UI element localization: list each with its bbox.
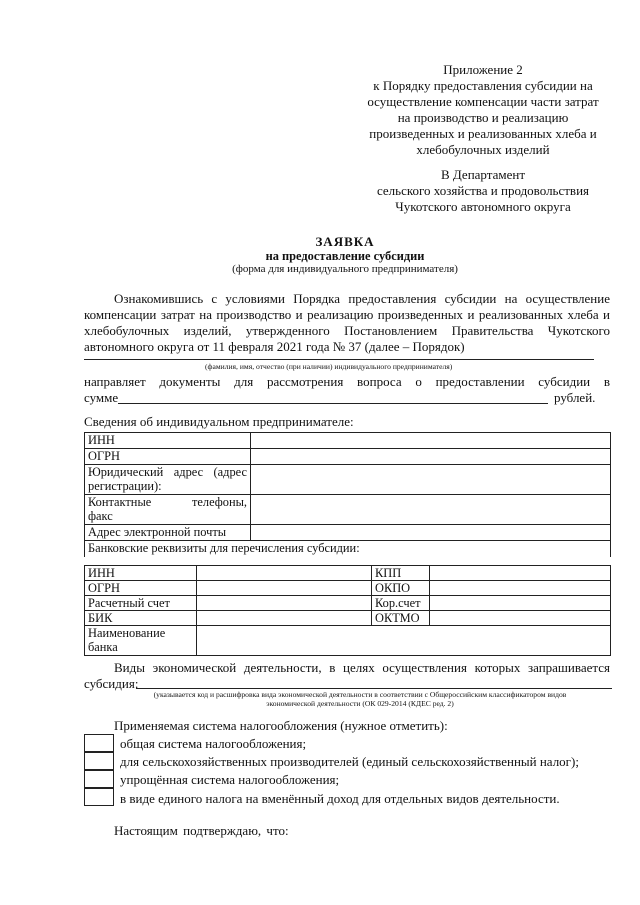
confirm-text: Настоящим подтверждаю, что: <box>114 823 289 838</box>
row-label-phones: Контактные телефоны, факс <box>85 495 251 525</box>
table-row <box>85 611 611 626</box>
inn-value-cell[interactable] <box>251 433 611 449</box>
appendix-line: к Порядку предоставления субсидии на <box>373 78 593 93</box>
tax-option-label: общая система налогообложения; <box>120 736 307 751</box>
bank-value-cell[interactable] <box>197 581 372 596</box>
intro-line: автономного округа от 11 февраля 2021 года № 37 (далее – Порядок) <box>84 339 465 354</box>
bank-label: ИНН <box>85 566 197 581</box>
table-row <box>85 495 611 525</box>
bank-value-cell[interactable] <box>430 596 611 611</box>
table-row <box>85 449 611 465</box>
activity-line: Виды экономической деятельности, в целях осуществления которых запрашивается <box>114 660 610 675</box>
recipient-line: Чукотского автономного округа <box>395 199 571 214</box>
bank-value-cell[interactable] <box>430 581 611 596</box>
table-row <box>85 581 611 596</box>
recipient-line: В Департамент <box>440 167 526 182</box>
fio-hint: (фамилия, имя, отчество (при наличии) индивидуального предпринимателя) <box>205 362 453 371</box>
bank-value-cell[interactable] <box>197 596 372 611</box>
sum-label: сумме <box>84 390 119 405</box>
bank-name-label: Наименование банка <box>85 626 197 656</box>
bank-label: ОКПО <box>372 581 430 596</box>
tax-option-checkbox[interactable] <box>84 770 114 788</box>
sends-line: направляет документы для рассмотрения вопроса о предоставлении субсидии в <box>84 374 610 389</box>
form-type: (форма для индивидуального предпринимателя) <box>232 263 458 275</box>
bank-value-cell[interactable] <box>197 566 372 581</box>
bank-label: ОГРН <box>85 581 197 596</box>
row-label-inn: ИНН <box>85 433 251 449</box>
intro-line: хлебобулочных изделий, утвержденного Постановлением Правительства Чукотского <box>84 323 610 338</box>
document-title: ЗАЯВКА <box>315 234 375 249</box>
bank-label: КПП <box>372 566 430 581</box>
bank-label: ОКТМО <box>372 611 430 626</box>
bank-value-cell[interactable] <box>197 611 372 626</box>
activity-hint: экономической деятельности (ОК 029-2014 (КДЕС ред. 2) <box>266 699 454 708</box>
appendix-line: произведенных и реализованных хлеба и <box>369 126 597 141</box>
bank-value-cell[interactable] <box>430 611 611 626</box>
table-row <box>85 626 611 656</box>
entrepreneur-heading: Сведения об индивидуальном предпринимателе: <box>84 414 354 429</box>
activity-label: субсидия: <box>84 676 139 691</box>
tax-option-checkbox[interactable] <box>84 752 114 770</box>
activity-field[interactable] <box>136 688 612 689</box>
phones-value-cell[interactable] <box>251 495 611 525</box>
tax-option-checkbox[interactable] <box>84 788 114 806</box>
entrepreneur-table <box>84 432 611 557</box>
tax-heading: Применяемая система налогообложения (нужное отметить): <box>114 718 448 733</box>
sum-currency: рублей. <box>554 390 596 405</box>
row-label-email: Адрес электронной почты <box>85 525 251 541</box>
tax-option-label: для сельскохозяйственных производителей (единый сельскохозяйственный налог); <box>120 754 579 769</box>
tax-option-label: упрощённая система налогообложения; <box>120 772 340 787</box>
email-value-cell[interactable] <box>251 525 611 541</box>
ogrn-value-cell[interactable] <box>251 449 611 465</box>
activity-hint: (указывается код и расшифровка вида экономической деятельности в соответствии с Общероссийским классификатором видов <box>153 690 567 699</box>
document-subtitle: на предоставление субсидии <box>265 249 425 263</box>
bank-value-cell[interactable] <box>430 566 611 581</box>
tax-option-label: в виде единого налога на вменённый доход для отдельных видов деятельности. <box>120 791 560 806</box>
address-value-cell[interactable] <box>251 465 611 495</box>
fio-field[interactable] <box>84 359 594 360</box>
row-label-ogrn: ОГРН <box>85 449 251 465</box>
appendix-line: на производство и реализацию <box>397 110 569 125</box>
recipient-line: сельского хозяйства и продовольствия <box>376 183 590 198</box>
bank-name-value-cell[interactable] <box>197 626 611 656</box>
tax-option-checkbox[interactable] <box>84 734 114 752</box>
table-row <box>85 525 611 541</box>
intro-line: Ознакомившись с условиями Порядка предоставления субсидии на осуществление <box>114 291 610 306</box>
sum-field[interactable] <box>118 403 548 404</box>
row-label-address: Юридический адрес (адрес регистрации): <box>85 465 251 495</box>
appendix-line: хлебобулочных изделий <box>416 142 550 157</box>
intro-line: компенсации затрат на производство и реализацию произведенных и реализованных хлеба и <box>84 307 610 322</box>
bank-label: БИК <box>85 611 197 626</box>
appendix-line: осуществление компенсации части затрат <box>367 94 599 109</box>
table-row <box>85 541 611 557</box>
table-row <box>85 433 611 449</box>
bank-heading: Банковские реквизиты для перечисления субсидии: <box>85 541 611 557</box>
appendix-number: Приложение 2 <box>443 62 523 77</box>
table-row <box>85 596 611 611</box>
bank-table <box>84 565 611 656</box>
bank-label: Кор.счет <box>372 596 430 611</box>
bank-label: Расчетный счет <box>85 596 197 611</box>
table-row <box>85 566 611 581</box>
table-row <box>85 465 611 495</box>
